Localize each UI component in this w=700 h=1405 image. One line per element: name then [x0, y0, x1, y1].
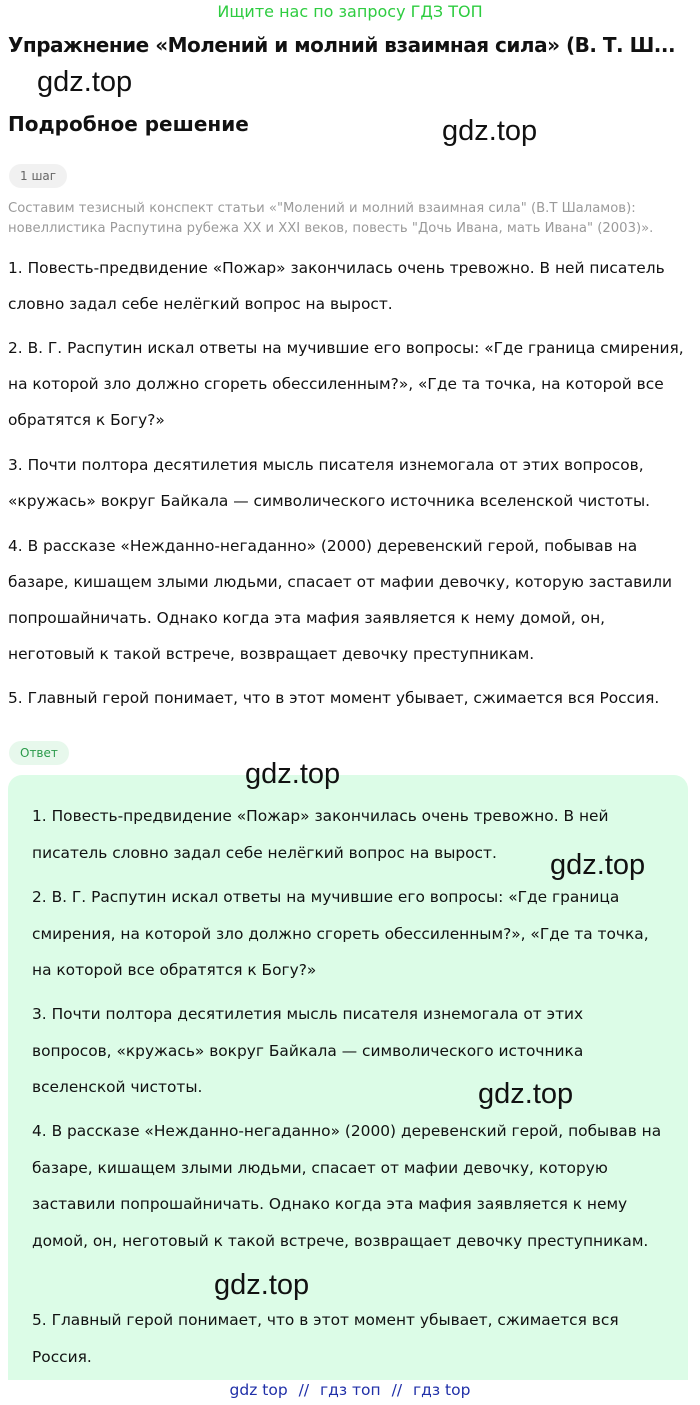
solution-paragraph: 5. Главный герой понимает, что в этот момент убывает, сжимается вся Россия.: [8, 689, 660, 707]
watermark: gdz.top: [442, 115, 538, 147]
solution-paragraph: 2. В. Г. Распутин искал ответы на мучившие его вопросы: «Где граница смирения, на которой зло должно сгореть обессиленным?», «Где та точка, на которой все обратятся к Богу?»: [8, 339, 684, 429]
footer-link[interactable]: гдз top: [413, 1381, 471, 1399]
answer-paragraph: 2. В. Г. Распутин искал ответы на мучившие его вопросы: «Где граница смирения, на которой зло должно сгореть обессиленным?», «Где та точка, на которой все обратятся к Богу?»: [32, 888, 649, 979]
answer-paragraph: 1. Повесть-предвидение «Пожар» закончилась очень тревожно. В ней писатель словно задал себе нелёгкий вопрос на вырост.: [32, 807, 609, 862]
solution-paragraph: 3. Почти полтора десятилетия мысль писателя изнемогала от этих вопросов, «кружась» вокруг Байкала — символического источника вселенской чистоты.: [8, 456, 651, 510]
answer-paragraph: 5. Главный герой понимает, что в этот момент убывает, сжимается вся Россия.: [32, 1311, 619, 1366]
watermark: gdz.top: [37, 66, 133, 98]
footer-links: [0, 1379, 700, 1401]
step-badge: 1 шаг: [9, 164, 67, 188]
solution-paragraph: 4. В рассказе «Нежданно-негаданно» (2000) деревенский герой, побывав на базаре, кишащем злыми людьми, спасает от мафии девочку, которую заставили попрошайничать. Однако когда эта мафия заявляется к нему домой, он, неготовый к такой встрече, возвращает девочку преступникам.: [8, 537, 673, 663]
watermark: gdz.top: [478, 1078, 574, 1110]
footer-separator: //: [298, 1381, 310, 1399]
section-title: Подробное решение: [8, 112, 249, 136]
solution-paragraph: 1. Повесть-предвидение «Пожар» закончилась очень тревожно. В ней писатель словно задал себе нелёгкий вопрос на вырост.: [8, 259, 665, 313]
watermark: gdz.top: [245, 758, 341, 790]
watermark: gdz.top: [550, 849, 646, 881]
footer-link[interactable]: гдз топ: [320, 1381, 381, 1399]
footer-separator: //: [391, 1381, 403, 1399]
watermark: gdz.top: [214, 1269, 310, 1301]
answer-badge: Ответ: [9, 741, 69, 765]
search-banner: Ищите нас по запросу ГДЗ ТОП: [217, 2, 483, 21]
answer-paragraph: 4. В рассказе «Нежданно-негаданно» (2000) деревенский герой, побывав на базаре, кишащем злыми людьми, спасает от мафии девочку, которую заставили попрошайничать. Однако когда эта мафия заявляется к нему домой, он, неготовый к такой встрече, возвращает девочку преступникам.: [32, 1122, 662, 1250]
answer-paragraph: 3. Почти полтора десятилетия мысль писателя изнемогала от этих вопросов, «кружась» вокруг Байкала — символического источника вселенской чистоты.: [32, 1005, 584, 1096]
exercise-title: Упражнение «Молений и молний взаимная сила» (В. Т. Ш...: [8, 33, 676, 57]
footer-link[interactable]: gdz top: [229, 1381, 288, 1399]
intro-text: Составим тезисный конспект статьи «"Молений и молний взаимная сила" (В.Т Шаламов): новеллистика Распутина рубежа XX и XXI веков, повесть "Дочь Ивана, мать Ивана" (2003)».: [8, 201, 654, 236]
